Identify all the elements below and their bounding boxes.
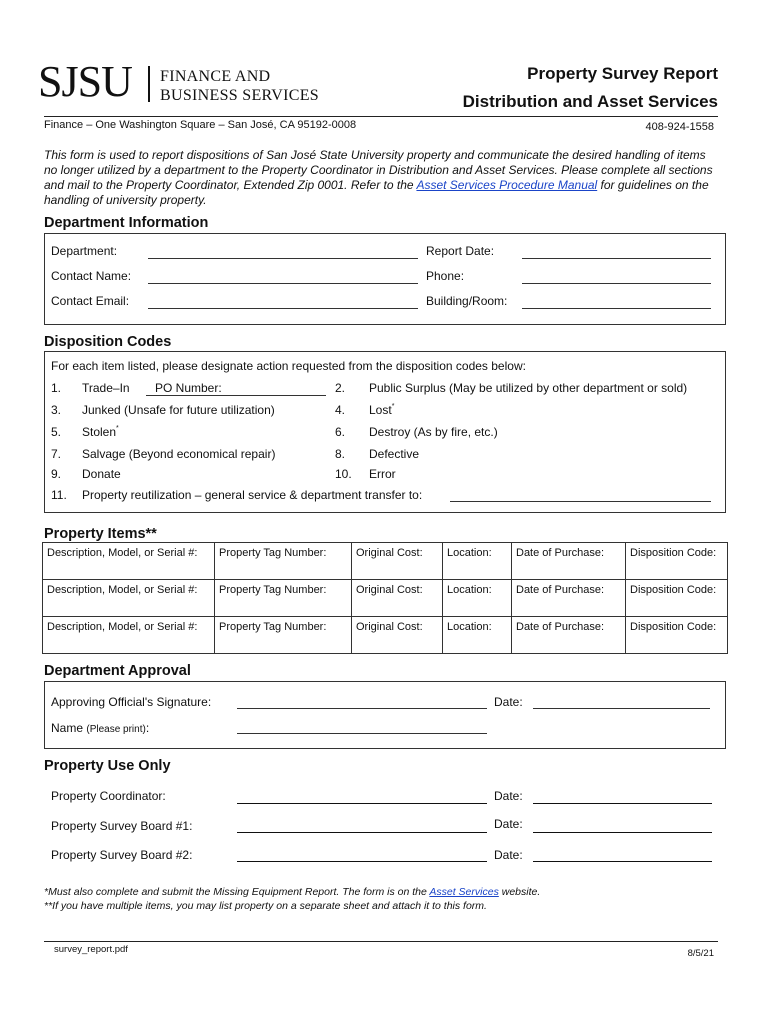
department-info-box [44, 233, 726, 325]
board1-date-field[interactable] [533, 832, 712, 833]
table-cell[interactable]: Original Cost: [352, 617, 443, 654]
property-use-heading: Property Use Only [44, 758, 171, 774]
coordinator-label: Property Coordinator: [51, 789, 166, 803]
coordinator-date-field[interactable] [533, 803, 712, 804]
transfer-to-field[interactable] [450, 501, 711, 502]
table-cell[interactable]: Property Tag Number: [215, 617, 352, 654]
table-row [43, 580, 728, 617]
form-title: Property Survey Report [527, 64, 718, 83]
logo-dept-line2: BUSINESS SERVICES [160, 87, 319, 104]
table-cell[interactable]: Disposition Code: [626, 580, 728, 617]
table-cell[interactable]: Property Tag Number: [215, 580, 352, 617]
code-text-lost [369, 403, 394, 417]
property-items-table [42, 542, 728, 654]
code-number: 6. [335, 425, 346, 439]
footer-date: 8/5/21 [687, 948, 714, 959]
logo-dept-line1: FINANCE AND [160, 68, 271, 85]
board1-label: Property Survey Board #1: [51, 819, 193, 833]
coordinator-field[interactable] [237, 803, 487, 804]
footnote-1-text: *Must also complete and submit the Missing Equipment Report. The form is on the [44, 886, 430, 898]
printed-name-field[interactable] [237, 733, 487, 734]
code-number: 5. [51, 425, 62, 439]
table-cell[interactable]: Date of Purchase: [512, 543, 626, 580]
approval-date-label: Date: [494, 695, 523, 709]
building-room-field[interactable] [522, 308, 711, 309]
board1-field[interactable] [237, 832, 487, 833]
table-cell[interactable]: Original Cost: [352, 543, 443, 580]
board2-label: Property Survey Board #2: [51, 848, 193, 862]
asterisk-marker: * [116, 425, 119, 432]
property-items-heading: Property Items** [44, 526, 157, 542]
footnotes [44, 885, 540, 913]
department-label: Department: [51, 244, 118, 258]
code-text: Trade–In [82, 381, 130, 395]
footnote-1 [44, 885, 540, 899]
code-text: Stolen [82, 425, 117, 439]
contact-name-field[interactable] [148, 283, 418, 284]
code-text: Donate [82, 467, 121, 481]
signature-label: Approving Official's Signature: [51, 695, 212, 709]
asset-services-link[interactable]: Asset Services [429, 886, 499, 898]
table-cell[interactable]: Description, Model, or Serial #: [43, 543, 215, 580]
department-field[interactable] [148, 258, 418, 259]
phone-field[interactable] [522, 283, 711, 284]
code-number: 7. [51, 447, 62, 461]
form-subtitle: Distribution and Asset Services [462, 92, 718, 111]
name-hint: (Please print) [86, 724, 146, 735]
signature-field[interactable] [237, 708, 487, 709]
footnote-1-tail: website. [498, 886, 541, 898]
board2-date-label: Date: [494, 848, 523, 862]
table-cell[interactable]: Date of Purchase: [512, 580, 626, 617]
table-cell[interactable]: Original Cost: [352, 580, 443, 617]
table-row [43, 543, 728, 580]
name-label: Name [51, 721, 84, 735]
table-cell[interactable]: Description, Model, or Serial #: [43, 580, 215, 617]
intro-paragraph [44, 148, 719, 208]
logo-divider [148, 66, 150, 102]
contact-name-label: Contact Name: [51, 269, 132, 283]
table-cell[interactable]: Property Tag Number: [215, 543, 352, 580]
name-label-group [51, 721, 149, 735]
table-cell[interactable]: Location: [443, 617, 512, 654]
table-row [43, 617, 728, 654]
header-divider [44, 116, 718, 117]
code-number: 4. [335, 403, 346, 417]
asterisk-marker: * [391, 403, 395, 410]
code-text: Junked (Unsafe for future utilization) [82, 403, 275, 417]
footnote-2: **If you have multiple items, you may list property on a separate sheet and attach it to this form. [44, 900, 487, 912]
building-room-label: Building/Room: [426, 294, 508, 308]
phone-number: 408-924-1558 [645, 121, 714, 133]
department-info-heading: Department Information [44, 215, 209, 231]
report-date-field[interactable] [522, 258, 711, 259]
po-number-label: PO Number: [155, 381, 222, 395]
coordinator-date-label: Date: [494, 789, 523, 803]
code-text: Public Surplus (May be utilized by other department or sold) [369, 381, 688, 395]
logo-department [160, 67, 319, 105]
code-number: 2. [335, 381, 346, 395]
table-cell[interactable]: Date of Purchase: [512, 617, 626, 654]
footer-filename: survey_report.pdf [54, 944, 128, 955]
contact-email-field[interactable] [148, 308, 418, 309]
report-date-label: Report Date: [426, 244, 495, 258]
table-cell[interactable]: Location: [443, 543, 512, 580]
board2-date-field[interactable] [533, 861, 712, 862]
code-text: Error [369, 467, 396, 481]
code-text: Defective [369, 447, 420, 461]
intro-text: This form is used to report dispositions of San José State University property and communicate the desired handling of items no longer utilized by a department to the Property Coordinator in Distribution and Asset Services. Please complete all sections and mail to the Property Coordinator, Extended Zip 0001. Refer to the [44, 148, 713, 192]
footer-divider [44, 941, 718, 942]
code-text-stolen [82, 425, 119, 439]
name-colon: : [145, 721, 150, 735]
code-number: 8. [335, 447, 346, 461]
table-cell[interactable]: Disposition Code: [626, 617, 728, 654]
code-number: 1. [51, 381, 62, 395]
code-text: Property reutilization – general service & department transfer to: [82, 488, 423, 502]
department-approval-box [44, 681, 726, 749]
contact-email-label: Contact Email: [51, 294, 130, 308]
table-cell[interactable]: Disposition Code: [626, 543, 728, 580]
table-cell[interactable]: Description, Model, or Serial #: [43, 617, 215, 654]
address: Finance – One Washington Square – San José, CA 95192-0008 [44, 119, 357, 131]
code-number: 9. [51, 467, 62, 481]
disposition-instruction: For each item listed, please designate action requested from the disposition codes below: [51, 359, 526, 373]
department-approval-heading: Department Approval [44, 663, 191, 679]
board1-date-label: Date: [494, 817, 523, 831]
code-text: Salvage (Beyond economical repair) [82, 447, 276, 461]
code-number: 11. [51, 488, 67, 502]
code-text: Lost [369, 403, 392, 417]
code-number: 10. [335, 467, 352, 481]
procedure-manual-link[interactable]: Asset Services Procedure Manual [416, 178, 598, 192]
disposition-codes-heading: Disposition Codes [44, 334, 172, 350]
po-number-field[interactable] [146, 395, 326, 396]
table-cell[interactable]: Location: [443, 580, 512, 617]
phone-label: Phone: [426, 269, 465, 283]
code-number: 3. [51, 403, 62, 417]
approval-date-field[interactable] [533, 708, 710, 709]
sjsu-logo: SJSU [38, 57, 132, 106]
board2-field[interactable] [237, 861, 487, 862]
code-text: Destroy (As by fire, etc.) [369, 425, 498, 439]
intro-tail: for guidelines on the handling of university property. [44, 178, 709, 207]
